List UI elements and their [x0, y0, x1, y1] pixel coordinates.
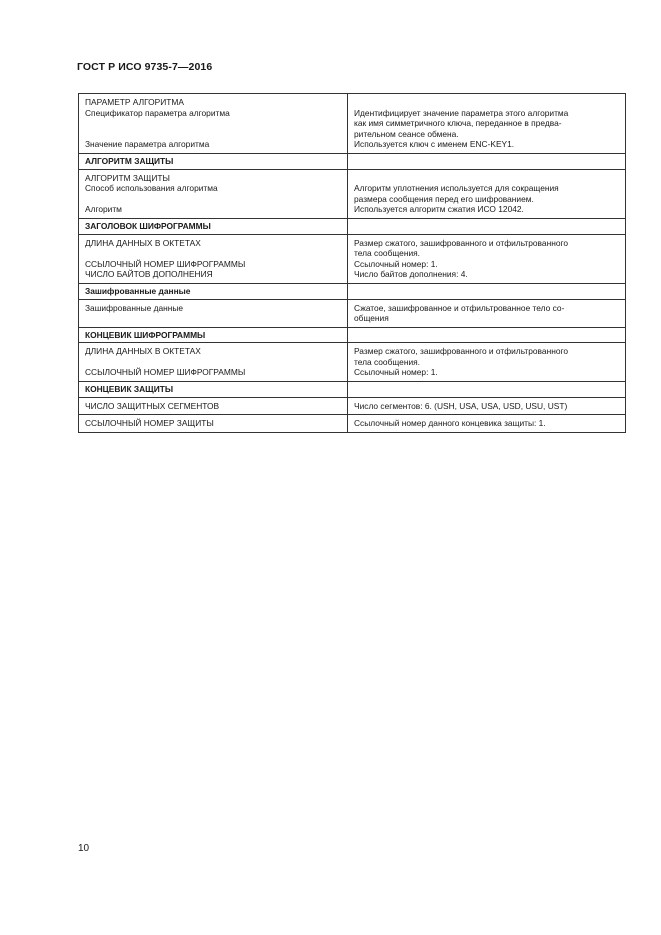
section-title: АЛГОРИТМ ЗАЩИТЫ [79, 153, 348, 169]
cell-line: ССЫЛОЧНЫЙ НОМЕР ШИФРОГРАММЫ [85, 258, 246, 269]
cell-right-empty [348, 218, 626, 234]
section-row [79, 382, 626, 398]
cell-right [348, 299, 626, 327]
cell-right [348, 415, 626, 433]
cell-left [79, 234, 348, 283]
cell-line: Значение параметра алгоритма [85, 139, 210, 150]
cell-line: Идентифицирует значение параметра этого алгоритма [354, 107, 569, 118]
table-row [79, 94, 626, 154]
section-row [79, 327, 626, 343]
table-row [79, 343, 626, 382]
cell-line: размера сообщения перед его шифрованием. [354, 193, 534, 204]
cell-line [354, 97, 620, 108]
specification-table [78, 93, 626, 433]
cell-left [79, 299, 348, 327]
cell-left [79, 397, 348, 415]
cell-right [348, 94, 626, 154]
cell-line: АЛГОРИТМ ЗАЩИТЫ [85, 172, 170, 183]
table-row [79, 299, 626, 327]
cell-left [79, 94, 348, 154]
cell-line [354, 173, 620, 184]
cell-left [79, 343, 348, 382]
page-number: 10 [78, 843, 90, 854]
cell-line [85, 129, 342, 140]
cell-line: Зашифрованные данные [85, 302, 184, 313]
cell-line: общения [354, 313, 389, 324]
cell-right [348, 397, 626, 415]
table-row [79, 234, 626, 283]
cell-line [85, 357, 342, 368]
cell-line: Спецификатор параметра алгоритма [85, 107, 230, 118]
cell-line: как имя симметричного ключа, переданное в предва- [354, 118, 562, 129]
cell-line [85, 194, 342, 205]
cell-line: Размер сжатого, зашифрованного и отфильтрованного [354, 237, 569, 248]
cell-line: Алгоритм [85, 204, 122, 215]
section-title: КОНЦЕВИК ЗАЩИТЫ [79, 382, 348, 398]
table-row [79, 415, 626, 433]
section-title: ЗАГОЛОВОК ШИФРОГРАММЫ [79, 218, 348, 234]
cell-right-empty [348, 382, 626, 398]
cell-line: Число байтов дополнения: 4. [354, 269, 468, 280]
cell-right-empty [348, 283, 626, 299]
section-row [79, 153, 626, 169]
cell-line [85, 248, 342, 259]
cell-left [79, 415, 348, 433]
cell-line: Ссылочный номер данного концевика защиты: 1. [354, 418, 546, 429]
cell-left [79, 169, 348, 218]
cell-line: ПАРАМЕТР АЛГОРИТМА [85, 97, 184, 107]
cell-line: ССЫЛОЧНЫЙ НОМЕР ЗАЩИТЫ [85, 418, 214, 429]
section-title: Зашифрованные данные [79, 283, 348, 299]
cell-line: Ссылочный номер: 1. [354, 367, 438, 378]
cell-line: Сжатое, зашифрованное и отфильтрованное тело со- [354, 302, 565, 313]
cell-line: Используется ключ с именем ENC-KEY1. [354, 139, 515, 150]
cell-line: тела сообщения. [354, 356, 421, 367]
cell-right [348, 169, 626, 218]
cell-right-empty [348, 327, 626, 343]
cell-line: Алгоритм уплотнения используется для сокращения [354, 183, 559, 194]
cell-line: Используется алгоритм сжатия ИСО 12042. [354, 204, 524, 215]
section-row [79, 218, 626, 234]
cell-line: Число сегментов: 6. (USH, USA, USA, USD, USU, UST) [354, 400, 568, 411]
cell-right [348, 343, 626, 382]
table-row [79, 169, 626, 218]
table-row [79, 397, 626, 415]
cell-right-empty [348, 153, 626, 169]
cell-right [348, 234, 626, 283]
cell-line: ЧИСЛО БАЙТОВ ДОПОЛНЕНИЯ [85, 269, 213, 280]
section-row [79, 283, 626, 299]
cell-line: ДЛИНА ДАННЫХ В ОКТЕТАХ [85, 237, 201, 248]
document-header: ГОСТ Р ИСО 9735-7—2016 [77, 61, 213, 73]
cell-line: рительном сеансе обмена. [354, 128, 459, 139]
cell-line [85, 118, 342, 129]
cell-line: тела сообщения. [354, 248, 421, 259]
cell-line: ЧИСЛО ЗАЩИТНЫХ СЕГМЕНТОВ [85, 400, 220, 411]
cell-line: Ссылочный номер: 1. [354, 258, 438, 269]
cell-line: ДЛИНА ДАННЫХ В ОКТЕТАХ [85, 346, 201, 357]
section-title: КОНЦЕВИК ШИФРОГРАММЫ [79, 327, 348, 343]
cell-line: Размер сжатого, зашифрованного и отфильтрованного [354, 346, 569, 357]
cell-line: Способ использования алгоритма [85, 183, 218, 194]
cell-line: ССЫЛОЧНЫЙ НОМЕР ШИФРОГРАММЫ [85, 367, 246, 378]
